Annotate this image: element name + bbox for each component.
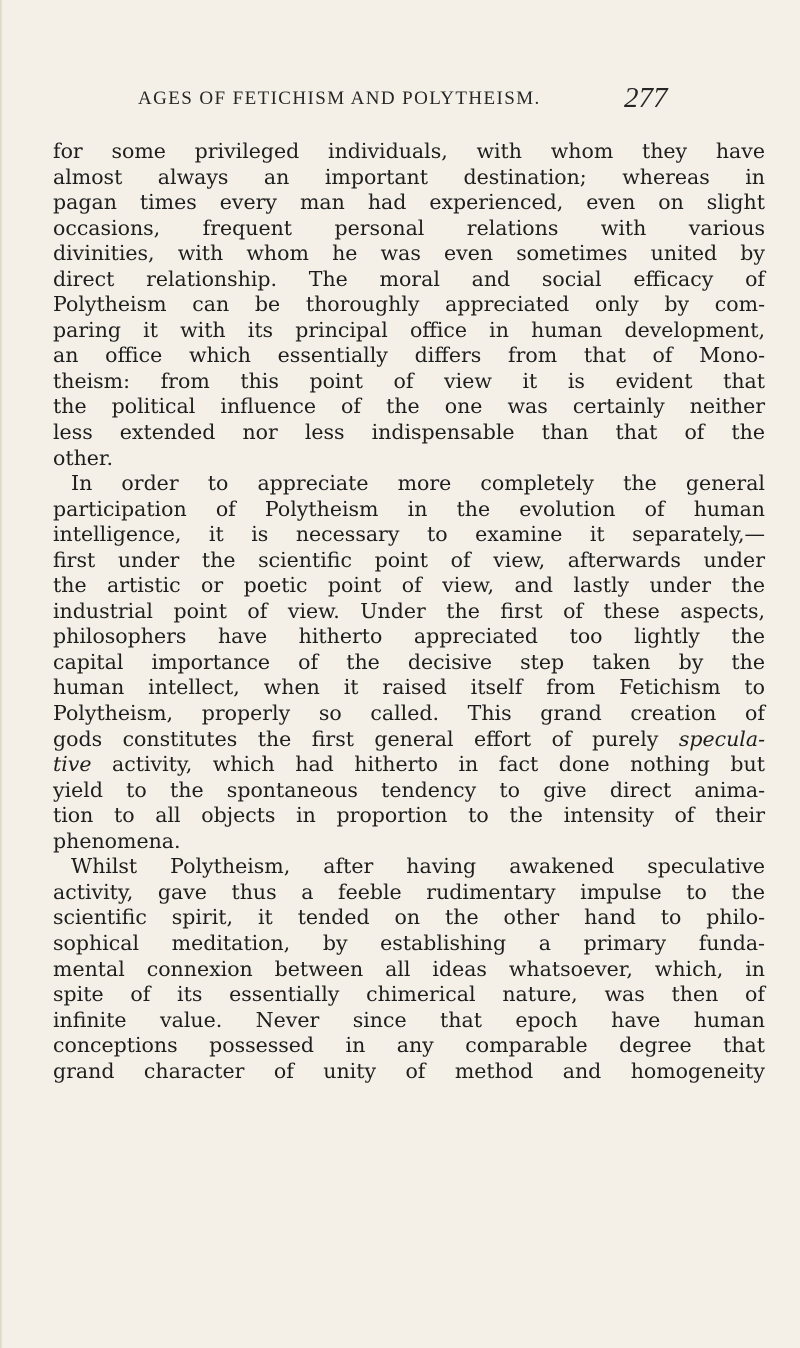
text-line: Polytheism can be thoroughly appreciated only by com- — [53, 292, 765, 317]
text-line: less extended nor less indispensable than that of the — [53, 420, 765, 445]
text-line: human intellect, when it raised itself from Fetichism to — [53, 675, 765, 700]
text-line: philosophers have hitherto appreciated too lightly the — [53, 624, 765, 649]
text-line: an office which essentially differs from that of Mono- — [53, 343, 765, 368]
text-line: conceptions possessed in any comparable degree that — [53, 1033, 765, 1058]
text-line: other. — [53, 445, 113, 470]
text-line: infinite value. Never since that epoch have human — [53, 1007, 765, 1032]
paragraph-first-line: In order to appreciate more completely the general — [71, 471, 765, 496]
page-number: 277 — [624, 82, 668, 114]
page-header — [0, 82, 800, 128]
text-line: industrial point of view. Under the first of these aspects, — [53, 598, 765, 623]
page-binding-edge — [0, 0, 3, 1348]
text-line: tion to all objects in proportion to the intensity of their — [53, 803, 765, 828]
text-line: occasions, frequent personal relations with various — [53, 215, 765, 240]
text-line: grand character of unity of method and homogeneity — [53, 1058, 765, 1083]
text-line: spite of its essentially chimerical nature, was then of — [53, 982, 765, 1007]
text-line: almost always an important destination; whereas in — [53, 164, 765, 189]
text-line: theism: from this point of view it is evident that — [53, 368, 765, 393]
text-line: pagan times every man had experienced, even on slight — [53, 190, 765, 215]
text-line: first under the scientific point of view, afterwards under — [53, 547, 765, 572]
paragraph-first-line: Whilst Polytheism, after having awakened speculative — [71, 854, 765, 879]
text-line: paring it with its principal office in human development, — [53, 317, 765, 342]
text-line: for some privileged individuals, with whom they have — [53, 139, 765, 163]
text-line: scientific spirit, it tended on the other hand to philo- — [53, 905, 765, 930]
text-line: divinities, with whom he was even sometimes united by — [53, 241, 765, 266]
body-text — [53, 139, 765, 1084]
text-line: yield to the spontaneous tendency to give direct anima- — [53, 777, 765, 802]
text-line: intelligence, it is necessary to examine it separately,— — [53, 522, 765, 547]
text-line: phenomena. — [53, 828, 181, 853]
text-line: capital importance of the decisive step taken by the — [53, 649, 765, 674]
text-line: tive activity, which had hitherto in fact done nothing but — [53, 752, 765, 777]
text-line: participation of Polytheism in the evolution of human — [53, 496, 765, 521]
text-line: Polytheism, properly so called. This grand creation of — [53, 701, 765, 726]
running-title: AGES OF FETICHISM AND POLYTHEISM. — [138, 88, 541, 109]
text-line: activity, gave thus a feeble rudimentary impulse to the — [53, 879, 765, 904]
text-line: sophical meditation, by establishing a primary funda- — [53, 930, 765, 955]
text-line: direct relationship. The moral and social efficacy of — [53, 266, 765, 291]
text-line: gods constitutes the first general effort of purely specula- — [53, 726, 765, 751]
text-line: the artistic or poetic point of view, and lastly under the — [53, 573, 765, 598]
text-line: the political influence of the one was certainly neither — [53, 394, 765, 419]
text-line: mental connexion between all ideas whatsoever, which, in — [53, 956, 765, 981]
